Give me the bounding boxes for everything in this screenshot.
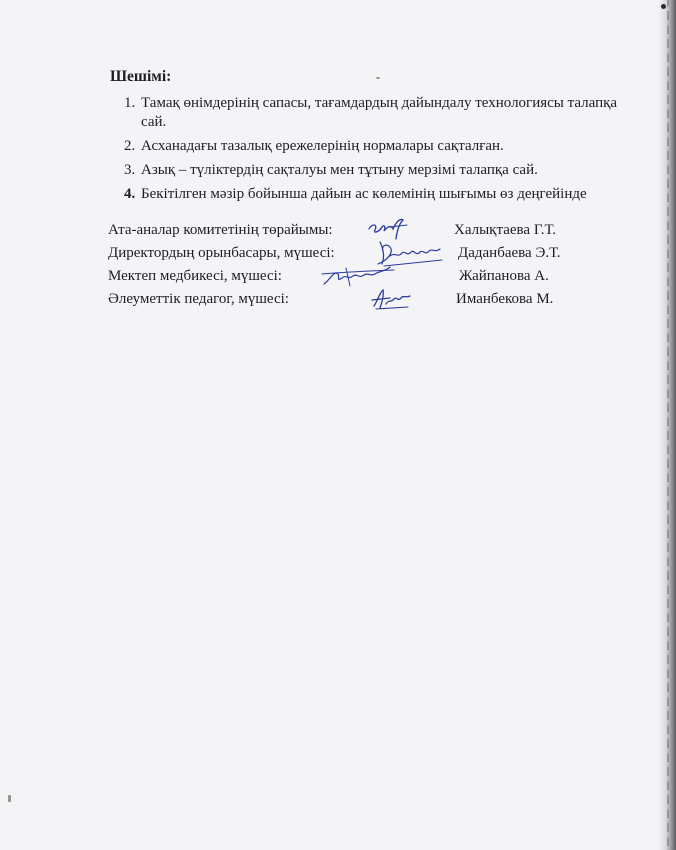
- signature-row: [108, 268, 608, 291]
- decision-item-number: 4.: [124, 186, 136, 202]
- decision-item: [112, 137, 632, 156]
- signatory-name: Халықтаева Г.Т.: [454, 222, 556, 238]
- signatory-role: Мектеп медбикесі, мүшесі:: [108, 268, 282, 284]
- decision-list: [112, 94, 632, 209]
- signatory-role: Ата-аналар комитетінің төрайымы:: [108, 222, 333, 238]
- decision-item: [112, 185, 632, 204]
- decision-item-number: 3.: [124, 162, 136, 178]
- scan-edge-shadow: [658, 0, 676, 850]
- signatory-name: Даданбаева Э.Т.: [458, 245, 561, 261]
- scan-speck: [376, 77, 380, 79]
- decision-heading: Шешімі:: [110, 68, 172, 85]
- decision-item-text: Тамақ өнімдерінің сапасы, тағамдардың дайындалу технологиясы талапқа сай.: [141, 95, 618, 130]
- decision-item-text: Асханадағы тазалық ережелерінің нормалары сақталған.: [141, 138, 504, 154]
- scan-speck: [8, 795, 11, 802]
- signatory-name: Жайпанова А.: [459, 268, 549, 284]
- signatory-role: Директордың орынбасары, мүшесі:: [108, 245, 335, 261]
- decision-item-text: Бекітілген мәзір бойынша дайын ас көлемінің шығымы өз деңгейінде: [141, 186, 587, 202]
- signature-row: [108, 291, 608, 314]
- decision-item-number: 2.: [124, 138, 136, 154]
- decision-item-text: Азық – түліктердің сақталуы мен тұтыну мерзімі талапқа сай.: [141, 162, 538, 178]
- decision-item: [112, 161, 632, 180]
- handwritten-signature: [368, 284, 416, 312]
- signature-row: [108, 222, 608, 245]
- signatory-role: Әлеуметтік педагог, мүшесі:: [108, 291, 289, 307]
- decision-item-number: 1.: [124, 95, 136, 111]
- decision-item: [112, 94, 632, 132]
- signatory-name: Иманбекова М.: [456, 291, 554, 307]
- scan-speck: [661, 4, 666, 9]
- signature-block: [108, 222, 608, 314]
